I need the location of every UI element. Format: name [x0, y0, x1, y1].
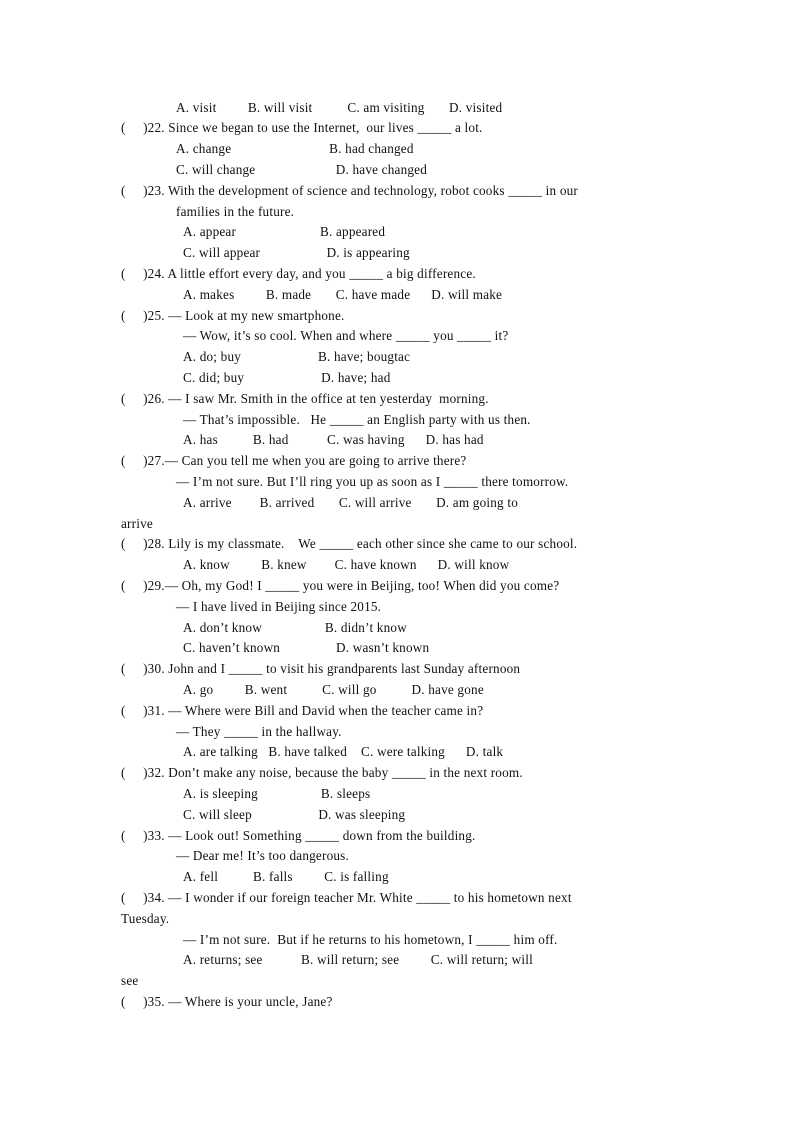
q25-stem: ( )25. — Look at my new smartphone. — [121, 308, 345, 323]
q32-options-cd: C. will sleep D. was sleeping — [183, 807, 406, 822]
q34-dialogue: — I’m not sure. But if he returns to his hometown, I _____ him off. — [183, 932, 558, 947]
q32-options-ab: A. is sleeping B. sleeps — [183, 786, 371, 801]
q26-options: A. has B. had C. was having D. has had — [183, 432, 484, 447]
q23-stem: ( )23. With the development of science and technology, robot cooks _____ in our — [121, 183, 579, 198]
q29-options-cd: C. haven’t known D. wasn’t known — [183, 640, 430, 655]
q30-stem: ( )30. John and I _____ to visit his grandparents last Sunday afternoon — [121, 661, 521, 676]
q27-stem: ( )27.— Can you tell me when you are going to arrive there? — [121, 453, 467, 468]
q35-stem: ( )35. — Where is your uncle, Jane? — [121, 994, 333, 1009]
q27-dialogue: — I’m not sure. But I’ll ring you up as soon as I _____ there tomorrow. — [176, 474, 569, 489]
q23-options-cd: C. will appear D. is appearing — [183, 245, 410, 260]
q27-options-wrap: arrive — [121, 516, 153, 531]
q34-options: A. returns; see B. will return; see C. will return; will — [183, 952, 533, 967]
q34-stem: ( )34. — I wonder if our foreign teacher Mr. White _____ to his hometown next — [121, 890, 572, 905]
q30-options: A. go B. went C. will go D. have gone — [183, 682, 484, 697]
q33-options: A. fell B. falls C. is falling — [183, 869, 389, 884]
q22-options-cd: C. will change D. have changed — [176, 162, 428, 177]
q31-stem: ( )31. — Where were Bill and David when the teacher came in? — [121, 703, 484, 718]
q24-stem: ( )24. A little effort every day, and you _____ a big difference. — [121, 266, 476, 281]
q27-options: A. arrive B. arrived C. will arrive D. am going to — [183, 495, 518, 510]
q29-dialogue: — I have lived in Beijing since 2015. — [176, 599, 382, 614]
q34-stem-wrap: Tuesday. — [121, 911, 170, 926]
q22-stem: ( )22. Since we began to use the Internet, our lives _____ a lot. — [121, 120, 483, 135]
q25-options-ab: A. do; buy B. have; bougtac — [183, 349, 411, 364]
q23-stem-cont: families in the future. — [176, 204, 295, 219]
q29-stem: ( )29.— Oh, my God! I _____ you were in Beijing, too! When did you come? — [121, 578, 560, 593]
q31-dialogue: — They _____ in the hallway. — [176, 724, 342, 739]
q33-dialogue: — Dear me! It’s too dangerous. — [176, 848, 349, 863]
q26-stem: ( )26. — I saw Mr. Smith in the office at ten yesterday morning. — [121, 391, 489, 406]
q31-options: A. are talking B. have talked C. were talking D. talk — [183, 744, 504, 759]
q23-options-ab: A. appear B. appeared — [183, 224, 386, 239]
q28-options: A. know B. knew C. have known D. will know — [183, 557, 510, 572]
q26-dialogue: — That’s impossible. He _____ an English party with us then. — [183, 412, 531, 427]
q34-options-wrap: see — [121, 973, 139, 988]
q29-options-ab: A. don’t know B. didn’t know — [183, 620, 407, 635]
q33-stem: ( )33. — Look out! Something _____ down from the building. — [121, 828, 476, 843]
q28-stem: ( )28. Lily is my classmate. We _____ each other since she came to our school. — [121, 536, 578, 551]
q32-stem: ( )32. Don’t make any noise, because the baby _____ in the next room. — [121, 765, 523, 780]
q24-options: A. makes B. made C. have made D. will make — [183, 287, 503, 302]
q25-dialogue: — Wow, it’s so cool. When and where _____ you _____ it? — [183, 328, 509, 343]
q22-options-ab: A. change B. had changed — [176, 141, 414, 156]
q21-options-line: A. visit B. will visit C. am visiting D. visited — [176, 100, 503, 115]
q25-options-cd: C. did; buy D. have; had — [183, 370, 391, 385]
